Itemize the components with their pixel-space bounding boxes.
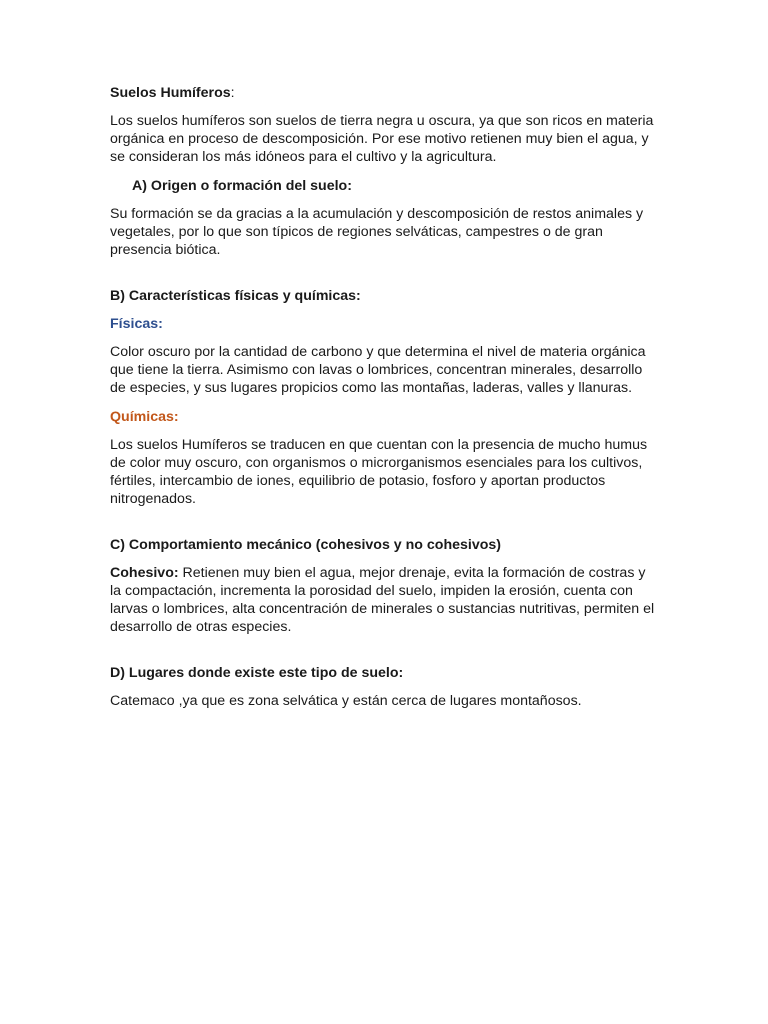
doc-title xyxy=(110,84,655,102)
fisicas-paragraph: Color oscuro por la cantidad de carbono y que determina el nivel de materia orgánica que tiene la tierra. Asimismo con lavas o lombrices, concentran minerales, desarrollo de especies, y sus lugares propicios como las montañas, laderas, valles y llanuras. xyxy=(110,344,646,396)
section-b-heading: B) Características físicas y químicas: xyxy=(110,288,361,304)
quimicas-paragraph: Los suelos Humíferos se traducen en que cuentan con la presencia de mucho humus de color muy oscuro, con organismos o microrganismos esenciales para los cultivos, fértiles, intercambio de iones, equilibrio de potasio, fosforo y aportan productos nitrogenados. xyxy=(110,437,648,507)
quimicas-label: Químicas: xyxy=(110,409,179,425)
section-d-heading: D) Lugares donde existe este tipo de suelo: xyxy=(110,665,404,681)
doc-title-colon: : xyxy=(230,85,235,101)
cohesivo-label: Cohesivo: xyxy=(110,565,179,581)
section-a-heading: A) Origen o formación del suelo: xyxy=(132,178,352,194)
doc-title-text: Suelos Humíferos xyxy=(110,85,231,101)
document-body xyxy=(110,84,655,710)
cohesivo-paragraph xyxy=(110,564,655,636)
fisicas-label: Físicas: xyxy=(110,316,163,332)
section-c-heading: C) Comportamiento mecánico (cohesivos y no cohesivos) xyxy=(110,537,502,553)
section-d-paragraph: Catemaco ,ya que es zona selvática y están cerca de lugares montañosos. xyxy=(110,693,582,709)
section-a-paragraph: Su formación se da gracias a la acumulación y descomposición de restos animales y vegetales, por lo que son típicos de regiones selváticas, campestres o de gran presencia biótica. xyxy=(110,206,644,258)
intro-paragraph: Los suelos humíferos son suelos de tierra negra u oscura, ya que son ricos en materia orgánica en proceso de descomposición. Por ese motivo retienen muy bien el agua, y se consideran los más idóneos para el cultivo y la agricultura. xyxy=(110,113,654,165)
cohesivo-text: Retienen muy bien el agua, mejor drenaje, evita la formación de costras y la compactación, incrementa la porosidad del suelo, impiden la erosión, cuenta con larvas o lombrices, alta concentración de minerales o sustancias nutritivas, permiten el desarrollo de otras especies. xyxy=(110,565,655,635)
